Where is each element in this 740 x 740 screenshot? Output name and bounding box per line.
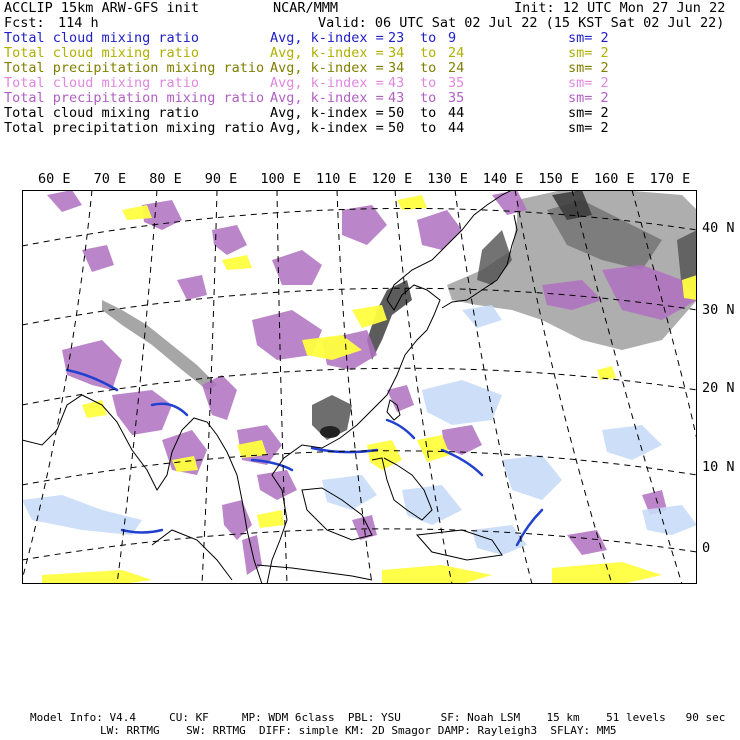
legend-avg-label: Avg, k-index = xyxy=(270,105,384,121)
latitude-label: 40 N xyxy=(702,220,735,236)
legend-k-from: 43 xyxy=(388,90,405,106)
latitude-label: 10 N xyxy=(702,459,735,475)
longitude-label: 130 E xyxy=(427,171,468,187)
legend-to: to xyxy=(420,120,437,136)
longitude-label: 90 E xyxy=(204,171,238,187)
legend-k-from: 23 xyxy=(388,30,405,46)
legend-to: to xyxy=(420,105,437,121)
legend-to: to xyxy=(420,60,437,76)
init-time: Init: 12 UTC Mon 27 Jun 22 xyxy=(514,0,726,16)
latitude-label: 30 N xyxy=(702,302,735,318)
legend-k-to: 35 xyxy=(448,75,465,91)
legend-field-name: Total precipitation mixing ratio xyxy=(4,60,265,76)
legend-smoothing: sm= 2 xyxy=(568,105,609,121)
legend-field-name: Total precipitation mixing ratio xyxy=(4,120,265,136)
organization-label: NCAR/MMM xyxy=(273,0,339,16)
legend-k-from: 34 xyxy=(388,45,405,61)
legend-field-name: Total cloud mixing ratio xyxy=(4,105,200,121)
legend-k-to: 35 xyxy=(448,90,465,106)
legend-smoothing: sm= 2 xyxy=(568,75,609,91)
legend-to: to xyxy=(420,75,437,91)
longitude-label: 60 E xyxy=(38,171,71,187)
forecast-hour-label: Fcst: xyxy=(4,15,45,31)
longitude-label: 80 E xyxy=(149,171,182,187)
legend-avg-label: Avg, k-index = xyxy=(270,90,384,106)
legend-field-name: Total cloud mixing ratio xyxy=(4,30,200,46)
model-info-line2: LW: RRTMG SW: RRTMG DIFF: simple KM: 2D Smagor DAMP: Rayleigh3 SFLAY: MM5 xyxy=(100,724,617,737)
legend-field-name: Total cloud mixing ratio xyxy=(4,75,200,91)
legend-k-to: 24 xyxy=(448,60,465,76)
longitude-label: 110 E xyxy=(316,171,357,187)
map-panel xyxy=(22,190,697,584)
longitude-label: 70 E xyxy=(93,171,127,187)
legend-smoothing: sm= 2 xyxy=(568,120,609,136)
latitude-label: 0 xyxy=(702,540,711,556)
legend-k-from: 34 xyxy=(388,60,405,76)
legend-to: to xyxy=(420,45,437,61)
legend-k-to: 24 xyxy=(448,45,465,61)
legend-smoothing: sm= 2 xyxy=(568,30,609,46)
longitude-label: 120 E xyxy=(371,171,413,187)
legend-k-to: 44 xyxy=(448,120,465,136)
legend-avg-label: Avg, k-index = xyxy=(270,45,384,61)
legend-to: to xyxy=(420,90,437,106)
legend-to: to xyxy=(420,30,437,46)
forecast-hour-value: 114 h xyxy=(58,15,99,31)
longitude-label: 150 E xyxy=(538,171,580,187)
legend-k-to: 44 xyxy=(448,105,465,121)
legend-smoothing: sm= 2 xyxy=(568,90,609,106)
longitude-label: 170 E xyxy=(649,171,691,187)
valid-time: Valid: 06 UTC Sat 02 Jul 22 (15 KST Sat 02 Jul 22) xyxy=(318,15,725,31)
legend-avg-label: Avg, k-index = xyxy=(270,75,384,91)
legend-k-from: 43 xyxy=(388,75,405,91)
legend-k-from: 50 xyxy=(388,120,405,136)
legend-avg-label: Avg, k-index = xyxy=(270,30,384,46)
latitude-label: 20 N xyxy=(702,380,735,396)
longitude-label: 160 E xyxy=(594,171,635,187)
model-info-line1: Model Info: V4.4 CU: KF MP: WDM 6class PBL: YSU SF: Noah LSM 15 km 51 levels 90 sec xyxy=(30,711,726,724)
legend-k-from: 50 xyxy=(388,105,405,121)
legend-smoothing: sm= 2 xyxy=(568,60,609,76)
legend-k-to: 9 xyxy=(448,30,457,46)
legend-field-name: Total cloud mixing ratio xyxy=(4,45,200,61)
longitude-label: 100 E xyxy=(260,171,302,187)
model-title: ACCLIP 15km ARW-GFS init xyxy=(4,0,200,16)
legend-smoothing: sm= 2 xyxy=(568,45,609,61)
legend-avg-label: Avg, k-index = xyxy=(270,60,384,76)
legend-field-name: Total precipitation mixing ratio xyxy=(4,90,265,106)
legend-avg-label: Avg, k-index = xyxy=(270,120,384,136)
longitude-label: 140 E xyxy=(482,171,524,187)
